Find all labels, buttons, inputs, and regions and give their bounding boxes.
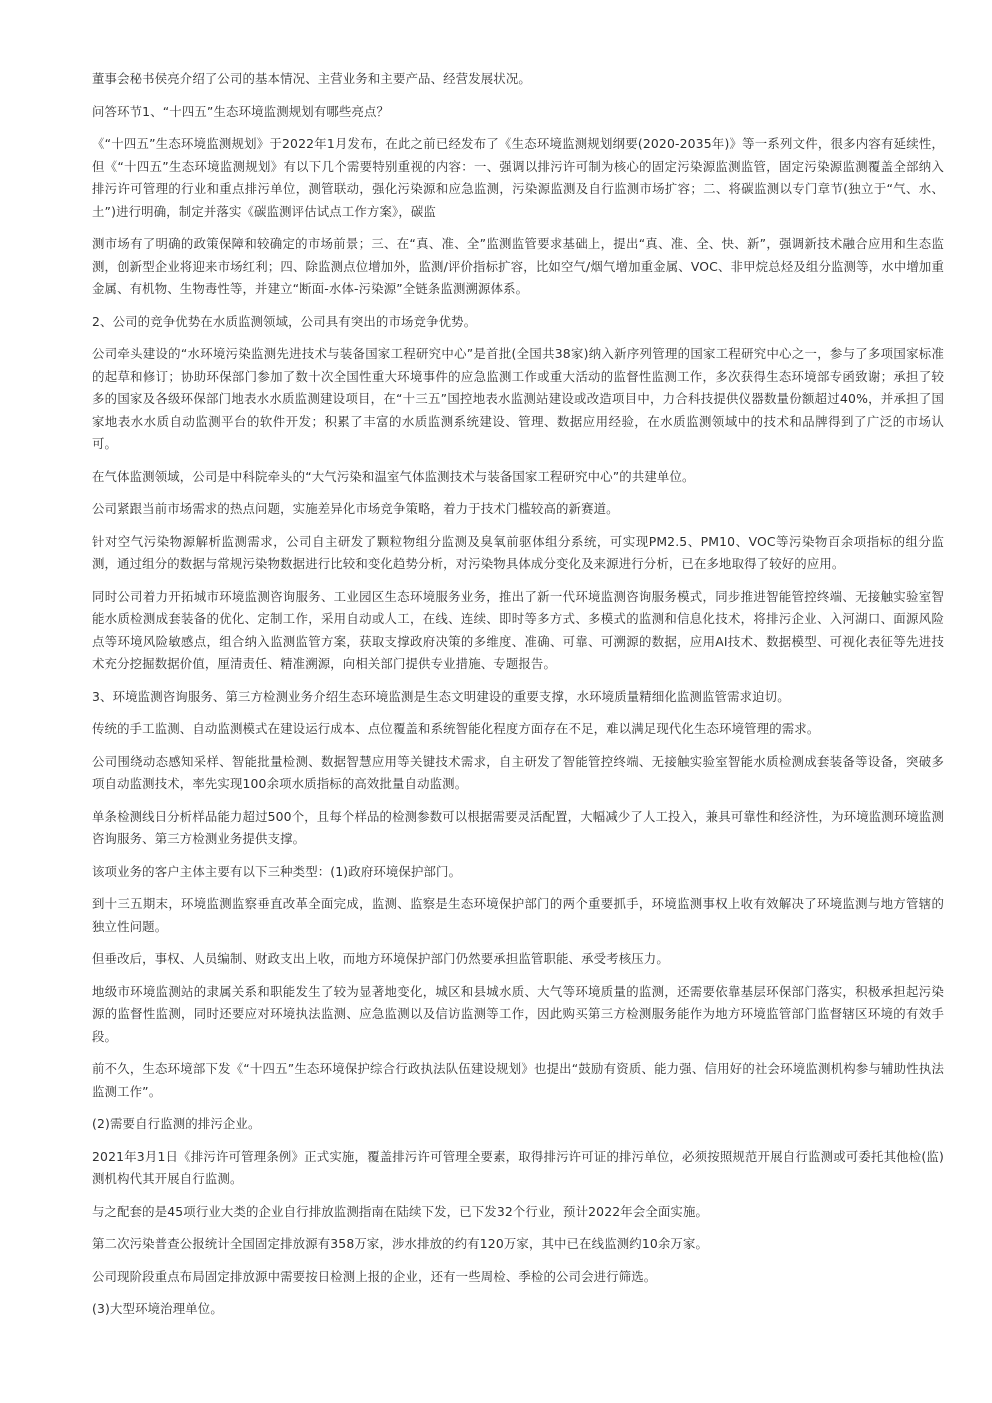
document-page xyxy=(92,68,944,1331)
paragraph: 传统的手工监测、自动监测模式在建设运行成本、点位覆盖和系统智能化程度方面存在不足，难以满足现代化生态环境管理的需求。 xyxy=(92,721,820,736)
paragraph: 2021年3月1日《排污许可管理条例》正式实施，覆盖排污许可管理全要素，取得排污许可证的排污单位，必须按照规范开展自行监测或可委托其他检(监)测机构代其开展自行监测。 xyxy=(92,1148,944,1186)
paragraph: 公司围绕动态感知采样、智能批量检测、数据智慧应用等关键技术需求，自主研发了智能管控终端、无接触实验室智能水质检测成套装备等设备，突破多项自动监测技术，率先实现100余项水质指标的高效批量自动监测。 xyxy=(92,753,944,791)
paragraph: 公司紧跟当前市场需求的热点问题，实施差异化市场竞争策略，着力于技术门槛较高的新赛道。 xyxy=(92,501,619,516)
paragraph: 单条检测线日分析样品能力超过500个，且每个样品的检测参数可以根据需要灵活配置，大幅减少了人工投入，兼具可靠性和经济性，为环境监测环境监测咨询服务、第三方检测业务提供支撑。 xyxy=(92,808,944,846)
paragraph: 第二次污染普查公报统计全国固定排放源有358万家，涉水排放的约有120万家，其中已在线监测约10余万家。 xyxy=(92,1236,709,1251)
paragraph: 3、环境监测咨询服务、第三方检测业务介绍生态环境监测是生态文明建设的重要支撑，水环境质量精细化监测监管需求迫切。 xyxy=(92,688,790,704)
paragraph: 公司现阶段重点布局固定排放源中需要按日检测上报的企业，还有一些周检、季检的公司会进行筛选。 xyxy=(92,1268,657,1284)
paragraph: 董事会秘书侯亮介绍了公司的基本情况、主营业务和主要产品、经营发展状况。 xyxy=(92,71,531,86)
paragraph: 但垂改后，事权、人员编制、财政支出上收，而地方环境保护部门仍然要承担监管职能、承受考核压力。 xyxy=(92,951,669,966)
paragraph: 与之配套的是45项行业大类的企业自行排放监测指南在陆续下发，已下发32个行业，预计2022年会全面实施。 xyxy=(92,1203,709,1219)
paragraph: 该项业务的客户主体主要有以下三种类型：(1)政府环境保护部门。 xyxy=(92,863,462,879)
paragraph: 针对空气污染物源解析监测需求，公司自主研发了颗粒物组分监测及臭氧前驱体组分系统，可实现PM2.5、PM10、VOC等污染物百余项指标的组分监测，通过组分的数据与常规污染物数据进行比较和变化趋势分析，对污染物具体成分变化及来源进行分析，已在多地取得了较好的应用。 xyxy=(92,533,944,571)
paragraph: 地级市环境监测站的隶属关系和职能发生了较为显著地变化，城区和县城水质、大气等环境质量的监测，还需要依靠基层环保部门落实，积极承担起污染源的监督性监测，同时还要应对环境执法监测、应急监测以及信访监测等工作，因此购买第三方检测服务能作为地方环境监管部门监督辖区环境的有效手段。 xyxy=(92,983,944,1044)
paragraph: 测市场有了明确的政策保障和较确定的市场前景；三、在“真、准、全”监测监管要求基础上，提出“真、准、全、快、新”，强调新技术融合应用和生态监测，创新型企业将迎来市场红利；四、除监测点位增加外，监测/评价指标扩容，比如空气/烟气增加重金属、VOC、非甲烷总烃及组分监测等，水中增加重金属、有机物、生物毒性等，并建立“断面-水体-污染源”全链条监测溯源体系。 xyxy=(92,236,944,296)
paragraph: 公司牵头建设的“水环境污染监测先进技术与装备国家工程研究中心”是首批(全国共38家)纳入新序列管理的国家工程研究中心之一，参与了多项国家标准的起草和修订；协助环保部门参加了数十次全国性重大环境事件的应急监测工作或重大活动的监督性监测工作，多次获得生态环境部专函致谢；承担了较多的国家及各级环保部门地表水水质监测建设项目，在“十三五”国控地表水监测站建设或改造项目中，力合科技提供仪器数量份额超过40%，并承担了国家地表水水质自动监测平台的软件开发；积累了丰富的水质监测系统建设、管理、数据应用经验，在水质监测领域中的技术和品牌得到了广泛的市场认可。 xyxy=(92,346,944,451)
paragraph: 问答环节1、“十四五”生态环境监测规划有哪些亮点？ xyxy=(92,103,390,119)
paragraph: 《“十四五”生态环境监测规划》于2022年1月发布，在此之前已经发布了《生态环境监测规划纲要(2020-2035年)》等一系列文件，很多内容有延续性，但《“十四五”生态环境监测规划》有以下几个需要特别重视的内容：一、强调以排污许可制为核心的固定污染源监测监管，固定污染源监测覆盖全部纳入排污许可管理的行业和重点排污单位，测管联动，强化污染源和应急监测，污染源监测及自行监测市场扩容；二、将碳监测以专门章节(独立于“气、水、土”)进行明确，制定并落实《碳监测评估试点工作方案》，碳监 xyxy=(92,136,944,219)
paragraph: (3)大型环境治理单位。 xyxy=(92,1301,223,1316)
paragraph: 前不久，生态环境部下发《“十四五”生态环境保护综合行政执法队伍建设规划》也提出“鼓励有资质、能力强、信用好的社会环境监测机构参与辅助性执法监测工作”。 xyxy=(92,1061,944,1099)
paragraph: 同时公司着力开拓城市环境监测咨询服务、工业园区生态环境服务业务，推出了新一代环境监测咨询服务模式，同步推进智能管控终端、无接触实验室智能水质检测成套装备的优化、定制工作，采用自动或人工，在线、连续、即时等多方式、多模式的监测和信息化技术，将排污企业、入河湖口、面源风险点等环境风险敏感点，组合纳入监测监管方案，获取支撑政府决策的多维度、准确、可靠、可溯源的数据，应用AI技术、数据模型、可视化表征等先进技术充分挖掘数据价值，厘清责任、精准溯源，向相关部门提供专业措施、专题报告。 xyxy=(92,588,944,671)
paragraph: 在气体监测领域，公司是中科院牵头的“大气污染和温室气体监测技术与装备国家工程研究中心”的共建单位。 xyxy=(92,468,695,484)
paragraph: 2、公司的竞争优势在水质监测领域，公司具有突出的市场竞争优势。 xyxy=(92,313,477,329)
paragraph: 到十三五期末，环境监测监察垂直改革全面完成，监测、监察是生态环境保护部门的两个重要抓手，环境监测事权上收有效解决了环境监测与地方管辖的独立性问题。 xyxy=(92,896,944,934)
paragraph: (2)需要自行监测的排污企业。 xyxy=(92,1116,261,1131)
